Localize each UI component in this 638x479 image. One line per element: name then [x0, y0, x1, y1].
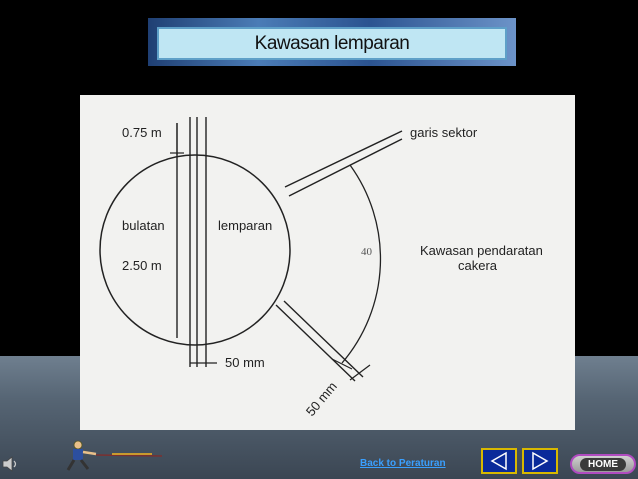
- slide-title: Kawasan lemparan: [254, 32, 410, 54]
- runner-animation: [62, 440, 172, 472]
- label-diameter: 2.50 m: [122, 258, 162, 273]
- previous-button[interactable]: [481, 448, 517, 474]
- label-diagonal-width: 50 mm: [302, 378, 340, 419]
- label-bottom-width: 50 mm: [225, 355, 265, 370]
- sector-line-lower: [284, 301, 363, 377]
- throwing-area-diagram: [80, 95, 575, 430]
- triangle-left-icon: [483, 450, 515, 472]
- sector-line-upper: [289, 139, 402, 196]
- sector-line-upper: [285, 131, 402, 187]
- triangle-right-icon: [524, 450, 556, 472]
- label-landing-zone-2: cakera: [458, 258, 498, 273]
- label-throw: lemparan: [218, 218, 273, 233]
- sector-line-lower: [276, 305, 355, 381]
- speaker-icon[interactable]: [2, 455, 18, 473]
- label-top-measure: 0.75 m: [122, 125, 162, 140]
- label-sector-line: garis sektor: [410, 125, 478, 140]
- back-to-peraturan-link[interactable]: Back to Peraturan: [360, 458, 446, 469]
- label-landing-zone-1: Kawasan pendaratan: [420, 243, 543, 258]
- next-button[interactable]: [522, 448, 558, 474]
- label-circle: bulatan: [122, 218, 165, 233]
- label-angle: 40: [361, 246, 372, 258]
- throwing-circle: [100, 155, 290, 345]
- home-label: HOME: [580, 458, 626, 471]
- title-box: [157, 27, 507, 60]
- angle-arc: [342, 165, 380, 363]
- home-button[interactable]: [570, 454, 636, 474]
- diagram-svg: [80, 95, 575, 430]
